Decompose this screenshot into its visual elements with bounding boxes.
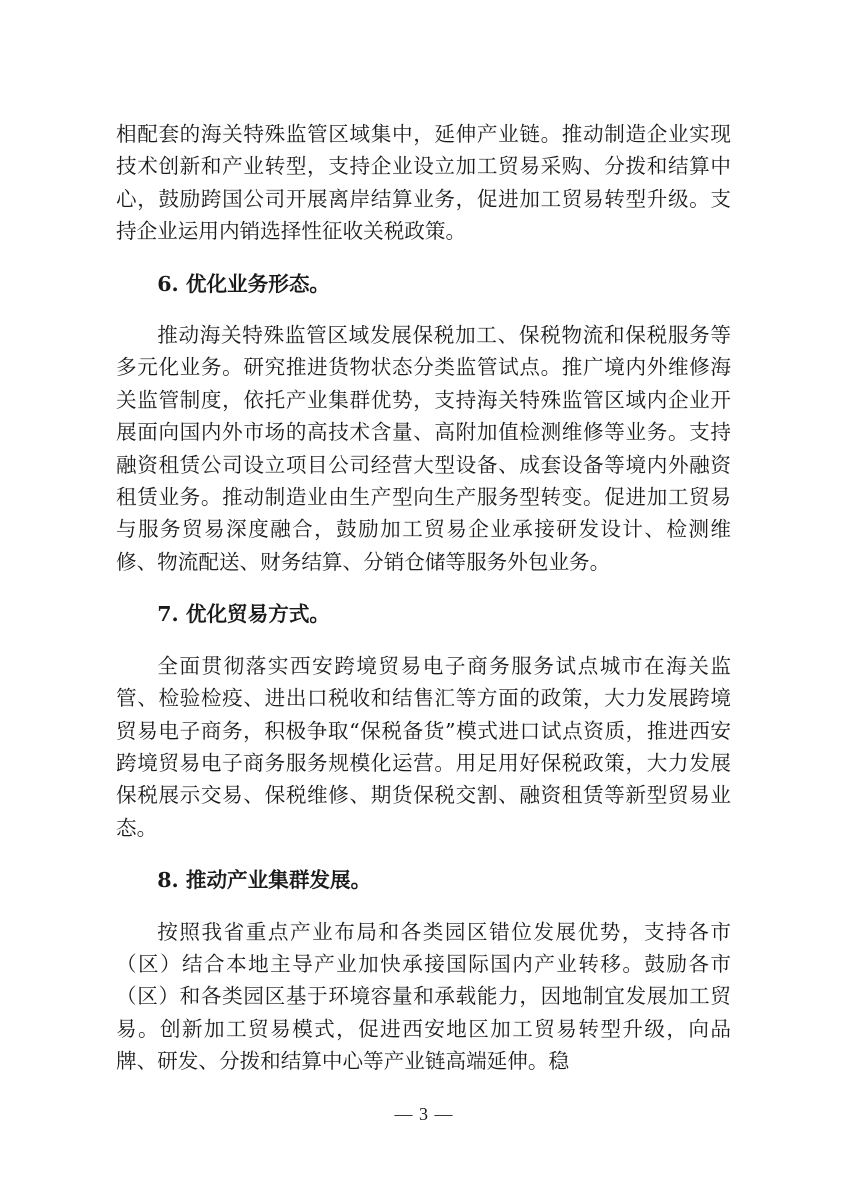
paragraph-trade-methods: 全面贯彻落实西安跨境贸易电子商务服务试点城市在海关监管、检验检疫、进出口税收和结售汇等方面的政策，大力发展跨境贸易电子商务，积极争取“保税备货”模式进口试点资质，推进西安跨境贸易电子商务服务规模化运营。用足用好保税政策，大力发展保税展示交易、保税维修、期货保税交割、融资租赁等新型贸易业态。 (116, 653, 731, 840)
section-heading-7: 7. 优化贸易方式。 (157, 602, 331, 627)
page-number: — 3 — (394, 1104, 454, 1124)
paragraph-industry-cluster: 按照我省重点产业布局和各类园区错位发展优势，支持各市（区）结合本地主导产业加快承接国际国内产业转移。鼓励各市（区）和各类园区基于环境容量和承载能力，因地制宜发展加工贸易。创新加工贸易模式，促进西安地区加工贸易转型升级，向品牌、研发、分拨和结算中心等产业链高端延伸。稳 (116, 919, 731, 1074)
section-heading-8: 8. 推动产业集群发展。 (157, 868, 372, 893)
document-body (116, 118, 731, 1078)
paragraph-business-forms: 推动海关特殊监管区域发展保税加工、保税物流和保税服务等多元化业务。研究推进货物状态分类监管试点。推广境内外维修海关监管制度，依托产业集群优势，支持海关特殊监管区域内企业开展面向国内外市场的高技术含量、高附加值检测维修等业务。支持融资租赁公司设立项目公司经营大型设备、成套设备等境内外融资租赁业务。推动制造业由生产型向生产服务型转变。促进加工贸易与服务贸易深度融合，鼓励加工贸易企业承接研发设计、检测维修、物流配送、财务结算、分销仓储等服务外包业务。 (116, 323, 731, 574)
section-heading-6: 6. 优化业务形态。 (157, 271, 331, 296)
paragraph-continued: 相配套的海关特殊监管区域集中，延伸产业链。推动制造企业实现技术创新和产业转型，支持企业设立加工贸易采购、分拨和结算中心，鼓励跨国公司开展离岸结算业务，促进加工贸易转型升级。支持企业运用内销选择性征收关税政策。 (116, 122, 731, 244)
